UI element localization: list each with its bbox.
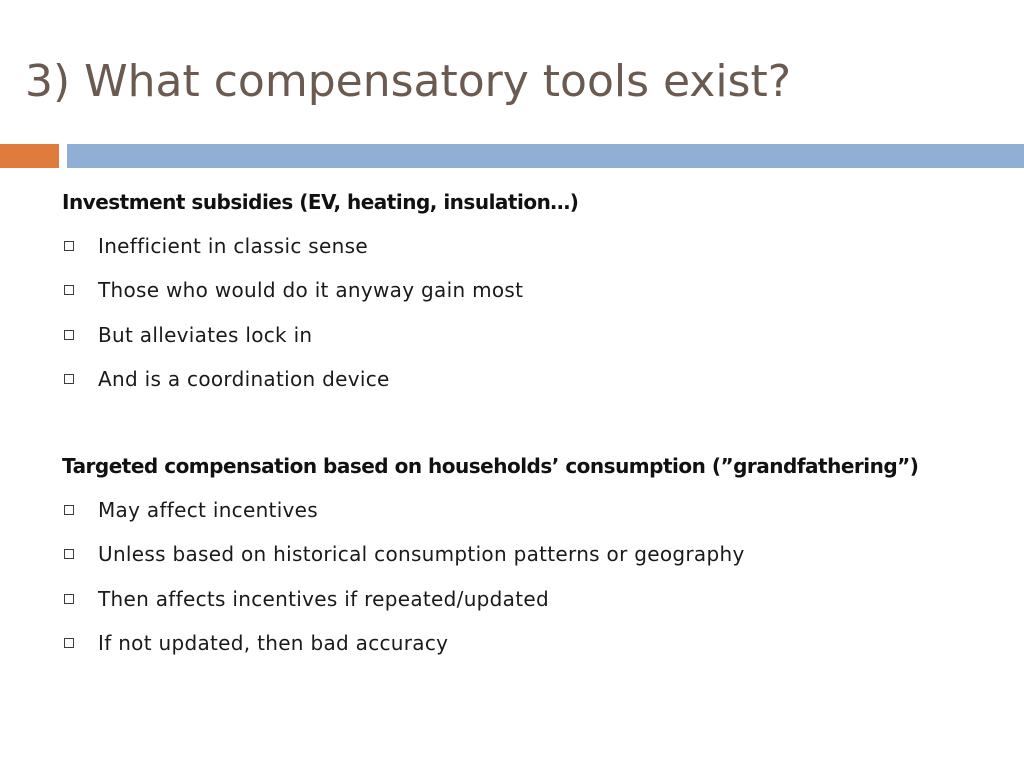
bullet-list [62, 488, 1012, 665]
hollow-square-icon [64, 374, 74, 384]
bullet-text: If not updated, then bad accuracy [98, 631, 449, 656]
bullet-text: But alleviates lock in [98, 322, 313, 347]
hollow-square-icon [64, 330, 74, 340]
bullet-text: Inefficient in classic sense [98, 234, 368, 258]
section-targeted-compensation [62, 444, 1012, 665]
slide-title: 3) What compensatory tools exist? [25, 56, 792, 107]
section-spacer [62, 401, 1012, 444]
bullet-text: Unless based on historical consumption patterns or geography [98, 542, 745, 567]
bullet-text: May affect incentives [98, 498, 319, 523]
bullet-item [62, 224, 1012, 268]
bullet-item [62, 532, 1012, 576]
bullet-item [62, 357, 1012, 401]
section-heading: Investment subsidies (EV, heating, insulation…) [62, 190, 579, 214]
section-investment-subsidies [62, 180, 1012, 401]
bullet-text: And is a coordination device [98, 366, 390, 391]
accent-bar-orange [0, 144, 59, 168]
hollow-square-icon [64, 594, 74, 604]
bullet-text: Then affects incentives if repeated/updated [98, 586, 549, 611]
hollow-square-icon [64, 241, 74, 251]
hollow-square-icon [64, 638, 74, 648]
bullet-item [62, 621, 1012, 665]
bullet-item [62, 488, 1012, 532]
hollow-square-icon [64, 285, 74, 295]
bullet-list [62, 224, 1012, 401]
slide-content [62, 180, 1012, 665]
bullet-item [62, 268, 1012, 312]
hollow-square-icon [64, 505, 74, 515]
accent-bar-blue [67, 144, 1024, 168]
bullet-text: Those who would do it anyway gain most [98, 278, 524, 303]
hollow-square-icon [64, 549, 74, 559]
bullet-item [62, 577, 1012, 621]
bullet-item [62, 313, 1012, 357]
section-heading: Targeted compensation based on households’ consumption (”grandfathering”) [62, 454, 919, 479]
